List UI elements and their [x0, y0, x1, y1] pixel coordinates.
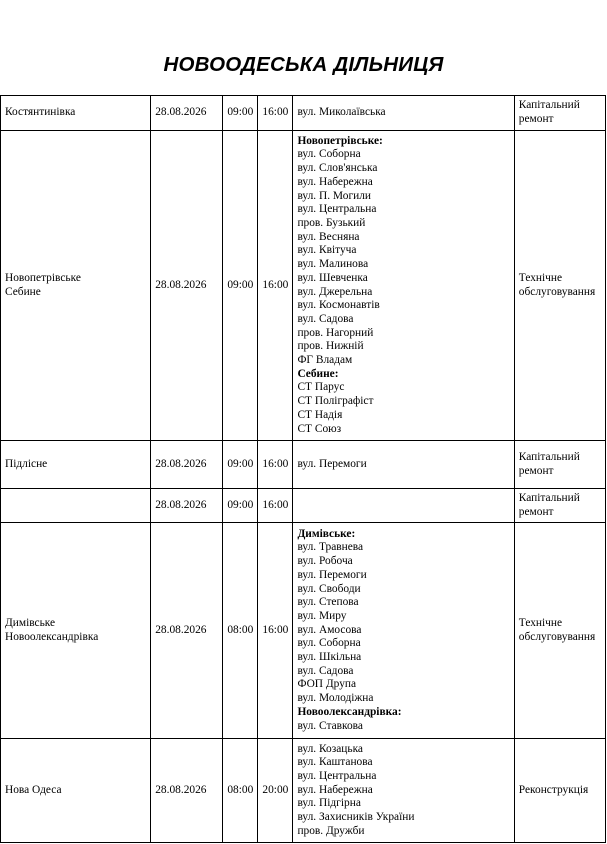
street-name: СТ Надія	[297, 408, 343, 421]
date-cell: 28.08.2026	[151, 441, 223, 489]
work-type-text: Технічне	[518, 616, 563, 629]
table-row	[1, 489, 606, 523]
start-time-cell: 09:00	[223, 96, 258, 131]
street-name: СТ Поліграфіст	[297, 395, 374, 408]
work-type-text: Реконструкція	[518, 783, 589, 796]
street-name: вул. Соборна	[297, 637, 361, 650]
date-cell: 28.08.2026	[151, 96, 223, 131]
street-name: вул. Весняна	[297, 230, 360, 243]
end-time-cell: 20:00	[258, 739, 293, 843]
location-cell	[1, 739, 151, 843]
street-name: вул. Захисників України	[297, 811, 415, 824]
table-row	[1, 739, 606, 843]
streets-cell	[293, 489, 514, 523]
end-time-cell: 16:00	[258, 489, 293, 523]
location-name: Новопетрівське	[5, 271, 81, 284]
street-name: вул. Травнева	[297, 541, 364, 554]
work-type-text: ремонт	[518, 464, 554, 477]
street-name: вул. Малинова	[297, 258, 369, 271]
settlement-heading: Себине:	[297, 367, 339, 380]
work-type-cell	[514, 131, 605, 441]
street-name: вул. Космонавтів	[297, 299, 380, 312]
street-name: вул. Миру	[297, 609, 347, 622]
street-name: вул. Молодіжна	[297, 692, 374, 705]
page-title: НОВООДЕСЬКА ДІЛЬНИЦЯ	[163, 53, 444, 76]
street-name: вул. Джерельна	[297, 285, 373, 298]
end-time-cell: 16:00	[258, 523, 293, 739]
work-type-cell	[514, 489, 605, 523]
location-cell	[1, 131, 151, 441]
street-name: вул. П. Могили	[297, 189, 372, 202]
location-name: Новоолександрівка	[5, 630, 99, 643]
street-name: вул. Робоча	[297, 555, 353, 568]
date-cell: 28.08.2026	[151, 131, 223, 441]
street-name: вул. Шкільна	[297, 651, 362, 664]
location-cell	[1, 523, 151, 739]
end-time-cell: 16:00	[258, 96, 293, 131]
settlement-heading: Димівське:	[297, 527, 356, 540]
street-name: вул. Миколаївська	[297, 106, 386, 119]
street-name: вул. Центральна	[297, 203, 377, 216]
work-type-cell	[514, 523, 605, 739]
streets-cell	[293, 523, 514, 739]
street-name: вул. Амосова	[297, 623, 362, 636]
table-row	[1, 441, 606, 489]
location-cell	[1, 489, 151, 523]
work-type-text: обслуговування	[518, 285, 596, 298]
table-row	[1, 523, 606, 739]
location-name: Себине	[5, 285, 41, 298]
street-name: вул. Соборна	[297, 148, 361, 161]
date-cell: 28.08.2026	[151, 739, 223, 843]
street-name: СТ Парус	[297, 381, 345, 394]
location-name: Підлісне	[5, 457, 48, 470]
street-name: вул. Квітуча	[297, 244, 357, 257]
streets-cell	[293, 96, 514, 131]
location-name: Костянтинівка	[5, 106, 76, 119]
start-time-cell: 08:00	[223, 523, 258, 739]
table-row	[1, 96, 606, 131]
end-time-cell: 16:00	[258, 441, 293, 489]
work-type-text: Капітальний	[518, 491, 580, 504]
location-name: Димівське	[5, 616, 56, 629]
work-type-cell	[514, 96, 605, 131]
location-name: Нова Одеса	[5, 783, 62, 796]
street-name: вул. Набережна	[297, 783, 373, 796]
street-name: пров. Нижній	[297, 340, 364, 353]
street-name: вул. Центральна	[297, 769, 377, 782]
start-time-cell: 09:00	[223, 131, 258, 441]
street-name: вул. Ставкова	[297, 719, 363, 732]
street-name: вул. Свободи	[297, 582, 361, 595]
streets-cell	[293, 131, 514, 441]
street-name: вул. Підгірна	[297, 797, 361, 810]
street-name: вул. Слов'янська	[297, 162, 378, 175]
street-name: вул. Козацька	[297, 742, 363, 755]
schedule-body	[1, 96, 606, 843]
street-name: вул. Каштанова	[297, 756, 373, 769]
end-time-cell: 16:00	[258, 131, 293, 441]
streets-cell	[293, 739, 514, 843]
street-name: пров. Бузький	[297, 216, 366, 229]
street-name: вул. Шевченка	[297, 271, 368, 284]
start-time-cell: 09:00	[223, 489, 258, 523]
work-type-text: ремонт	[518, 505, 554, 518]
street-name: вул. Перемоги	[297, 457, 367, 470]
street-name: вул. Садова	[297, 312, 354, 325]
street-name: вул. Перемоги	[297, 568, 367, 581]
outage-schedule-table	[0, 95, 606, 843]
street-name: вул. Набережна	[297, 175, 373, 188]
street-name: СТ Союз	[297, 422, 342, 435]
start-time-cell: 08:00	[223, 739, 258, 843]
work-type-text: обслуговування	[518, 630, 596, 643]
work-type-text: Технічне	[518, 271, 563, 284]
table-row	[1, 131, 606, 441]
work-type-cell	[514, 441, 605, 489]
location-cell	[1, 96, 151, 131]
settlement-heading: Новопетрівське:	[297, 134, 383, 147]
settlement-heading: Новоолександрівка:	[297, 705, 402, 718]
streets-cell	[293, 441, 514, 489]
street-name: ФОП Друпа	[297, 678, 357, 691]
work-type-cell	[514, 739, 605, 843]
work-type-text: Капітальний	[518, 99, 580, 112]
street-name: ФГ Владам	[297, 354, 353, 367]
work-type-text: ремонт	[518, 113, 554, 125]
date-cell: 28.08.2026	[151, 523, 223, 739]
street-name: пров. Дружби	[297, 824, 365, 837]
street-name: вул. Садова	[297, 664, 354, 677]
start-time-cell: 09:00	[223, 441, 258, 489]
location-cell	[1, 441, 151, 489]
date-cell: 28.08.2026	[151, 489, 223, 523]
street-name: пров. Нагорний	[297, 326, 374, 339]
work-type-text: Капітальний	[518, 450, 580, 463]
street-name: вул. Степова	[297, 596, 359, 609]
